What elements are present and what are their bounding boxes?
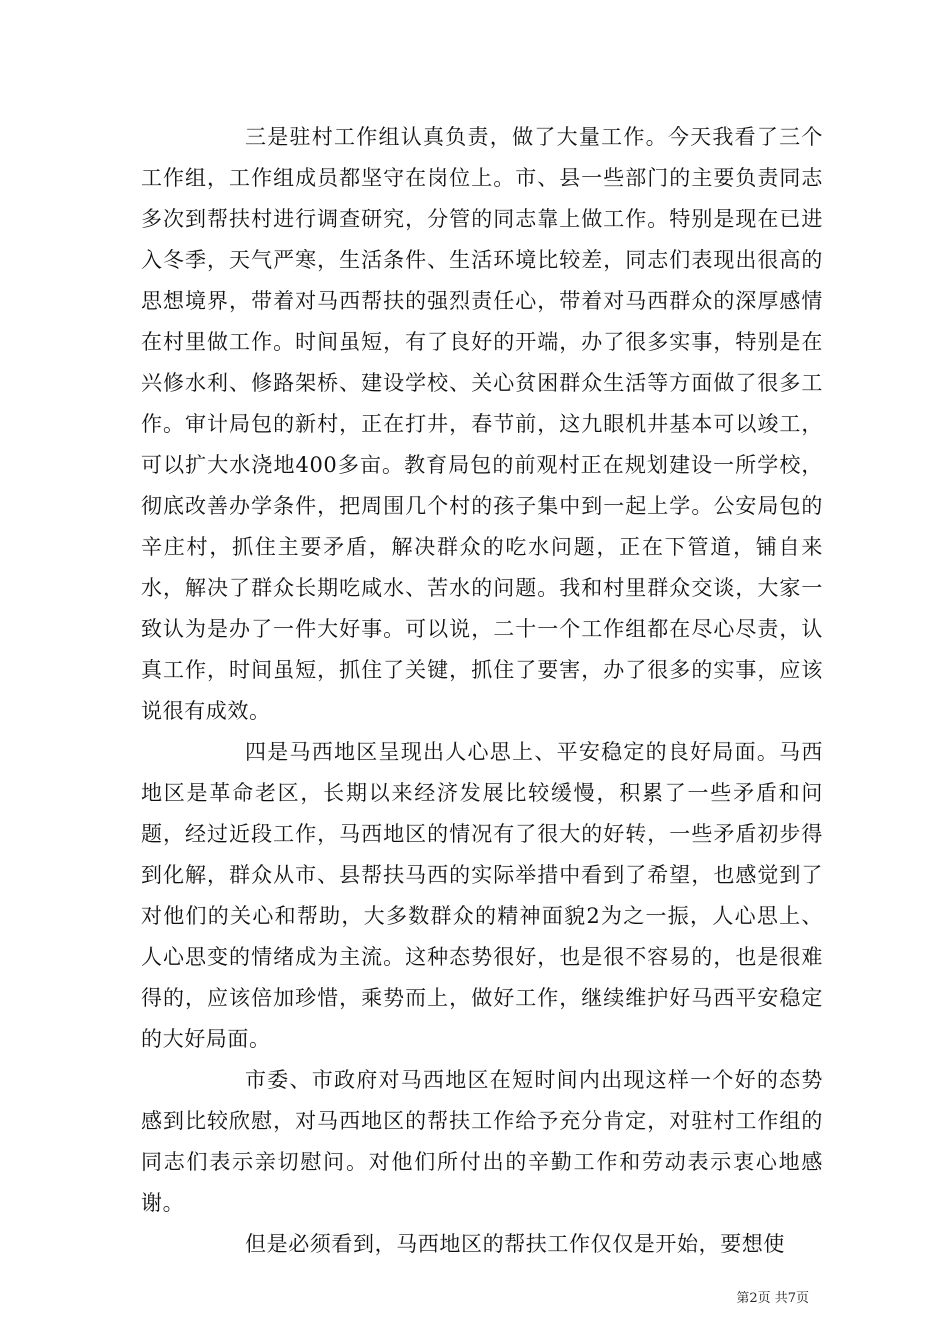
document-body (141, 117, 823, 1265)
paragraph-4: 但是必须看到，马西地区的帮扶工作仅仅是开始，要想使 (245, 1232, 785, 1256)
page-number-footer: 第2页 共7页 (736, 1291, 809, 1306)
paragraph-2: 四是马西地区呈现出人心思上、平安稳定的良好局面。马西地区是革命老区，长期以来经济发展比较缓慢，积累了一些矛盾和问题，经过近段工作，马西地区的情况有了很大的好转，一些矛盾初步得到化解，群众从市、县帮扶马西的实际举措中看到了希望，也感觉到了对他们的关心和帮助，大多数群众的精神面貌2为之一振，人心思上、人心思变的情绪成为主流。这种态势很好，也是很不容易的，也是很难得的，应该倍加珍惜，乘势而上，做好工作，继续维护好马西平安稳定的大好局面。 (141, 740, 823, 1051)
paragraph-3: 市委、市政府对马西地区在短时间内出现这样一个好的态势感到比较欣慰，对马西地区的帮扶工作给予充分肯定，对驻村工作组的同志们表示亲切慰问。对他们所付出的辛勤工作和劳动表示衷心地感谢。 (141, 1068, 823, 1215)
paragraph-1: 三是驻村工作组认真负责，做了大量工作。今天我看了三个工作组，工作组成员都坚守在岗位上。市、县一些部门的主要负责同志多次到帮扶村进行调查研究，分管的同志靠上做工作。特别是现在已进入冬季，天气严寒，生活条件、生活环境比较差，同志们表现出很高的思想境界，带着对马西帮扶的强烈责任心，带着对马西群众的深厚感情在村里做工作。时间虽短，有了良好的开端，办了很多实事，特别是在兴修水利、修路架桥、建设学校、关心贫困群众生活等方面做了很多工作。审计局包的新村，正在打井，春节前，这九眼机井基本可以竣工，可以扩大水浇地400多亩。教育局包的前观村正在规划建设一所学校，彻底改善办学条件，把周围几个村的孩子集中到一起上学。公安局包的辛庄村，抓住主要矛盾，解决群众的吃水问题，正在下管道，铺自来水，解决了群众长期吃咸水、苦水的问题。我和村里群众交谈，大家一致认为是办了一件大好事。可以说，二十一个工作组都在尽心尽责，认真工作，时间虽短，抓住了关键，抓住了要害，办了很多的实事，应该说很有成效。 (141, 125, 823, 723)
